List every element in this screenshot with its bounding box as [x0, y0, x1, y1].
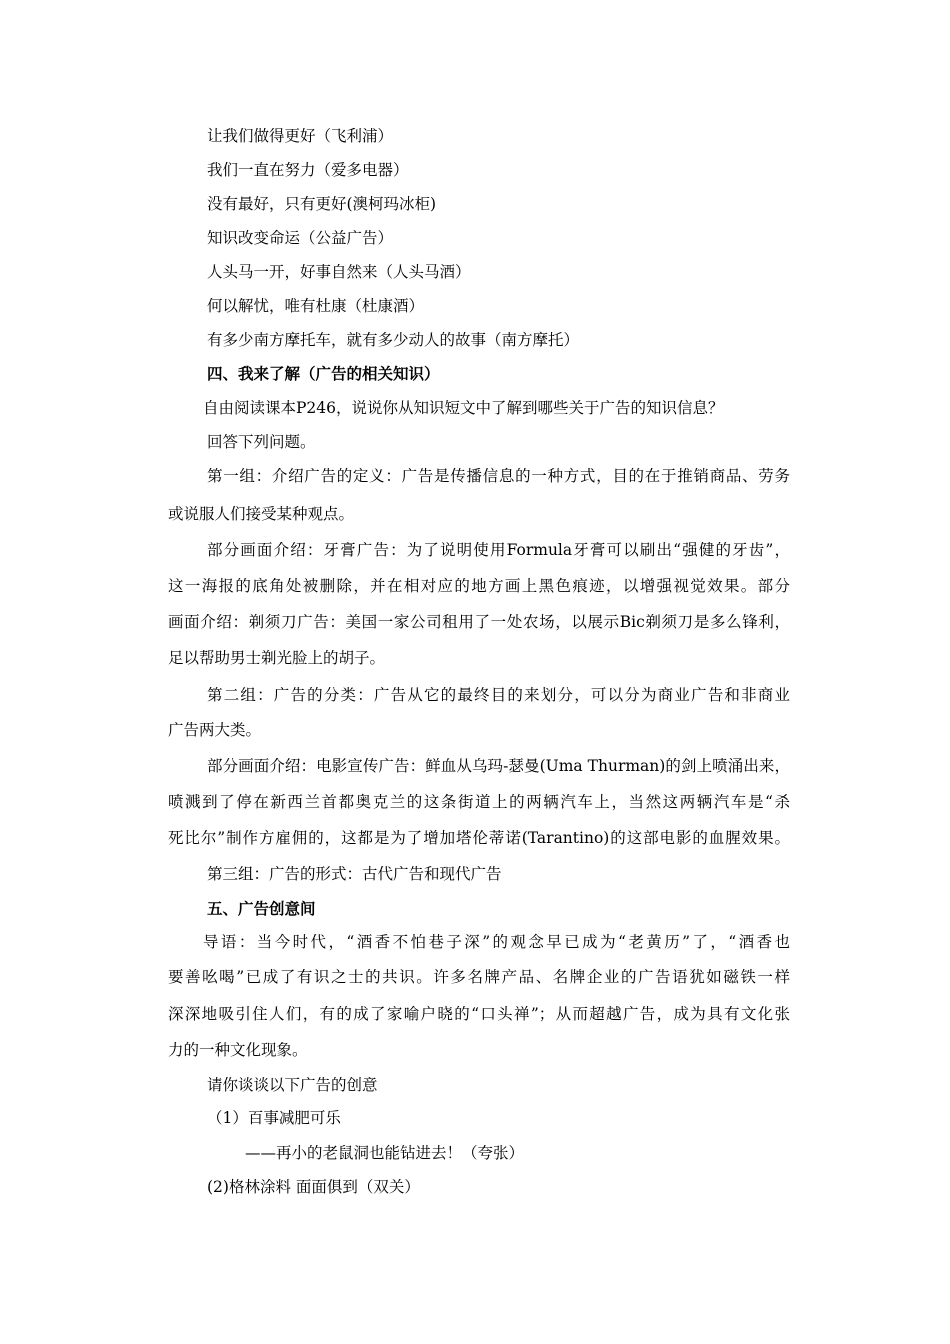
lead-text: 力的一种文化现象。 [168, 1041, 308, 1059]
list-item: （1）百事减肥可乐 [207, 1109, 341, 1127]
section-5-heading: 五、广告创意间 [207, 899, 316, 918]
section-4-prompt: 回答下列问题。 [207, 433, 316, 451]
group2-text: 广告两大类。 [168, 721, 262, 739]
slogan-line: 没有最好，只有更好(澳柯玛冰柜) [207, 195, 437, 213]
image-description: 部分画面介绍：电影宣传广告：鲜血从乌玛-瑟曼(Uma Thurman)的剑上喷涌出来， [207, 757, 790, 775]
image-description: 画面介绍：剃须刀广告：美国一家公司租用了一处农场，以展示Bic剃须刀是多么锋利， [168, 613, 790, 631]
image-description: 部分画面介绍：牙膏广告：为了说明使用Formula牙膏可以刷出“强健的牙齿”， [207, 541, 790, 559]
slogan-line: 知识改变命运（公益广告） [207, 229, 394, 247]
list-item-sub: ——再小的老鼠洞也能钻进去！（夸张） [245, 1144, 525, 1162]
lead-text: 要善吆喝”已成了有识之士的共识。许多名牌产品、名牌企业的广告语犹如磁铁一样 [168, 968, 790, 986]
lead-text: 导语：当今时代，“酒香不怕巷子深”的观念早已成为“老黄历”了，“酒香也 [203, 933, 790, 951]
slogan-line: 我们一直在努力（爱多电器） [207, 161, 409, 179]
section-4-heading: 四、我来了解（广告的相关知识） [207, 364, 440, 383]
group1-text: 或说服人们接受某种观点。 [168, 505, 355, 523]
slogan-line: 有多少南方摩托车，就有多少动人的故事（南方摩托） [207, 331, 580, 349]
group2-text: 第二组：广告的分类：广告从它的最终目的来划分，可以分为商业广告和非商业 [207, 686, 790, 704]
group1-text: 第一组：介绍广告的定义：广告是传播信息的一种方式，目的在于推销商品、劳务 [207, 467, 790, 485]
image-description: 足以帮助男士剃光脸上的胡子。 [168, 649, 386, 667]
list-item: (2)格林涂料 面面俱到（双关） [207, 1178, 420, 1196]
section-4-intro: 自由阅读课本P246，说说你从知识短文中了解到哪些关于广告的知识信息？ [203, 399, 724, 417]
slogan-line: 人头马一开，好事自然来（人头马酒） [207, 263, 471, 281]
section-5-prompt: 请你谈谈以下广告的创意 [207, 1076, 378, 1094]
image-description: 这一海报的底角处被删除，并在相对应的地方画上黑色痕迹，以增强视觉效果。部分 [168, 577, 790, 595]
lead-text: 深深地吸引住人们，有的成了家喻户晓的“口头禅”；从而超越广告，成为具有文化张 [168, 1005, 790, 1023]
group3-text: 第三组：广告的形式：古代广告和现代广告 [207, 865, 502, 883]
slogan-line: 让我们做得更好（飞利浦） [207, 127, 394, 145]
image-description: 喷溅到了停在新西兰首都奥克兰的这条街道上的两辆汽车上，当然这两辆汽车是“杀 [168, 793, 790, 811]
image-description: 死比尔”制作方雇佣的，这都是为了增加塔伦蒂诺(Tarantino)的这部电影的血腥效果。 [168, 829, 790, 847]
slogan-line: 何以解忧，唯有杜康（杜康酒） [207, 297, 425, 315]
